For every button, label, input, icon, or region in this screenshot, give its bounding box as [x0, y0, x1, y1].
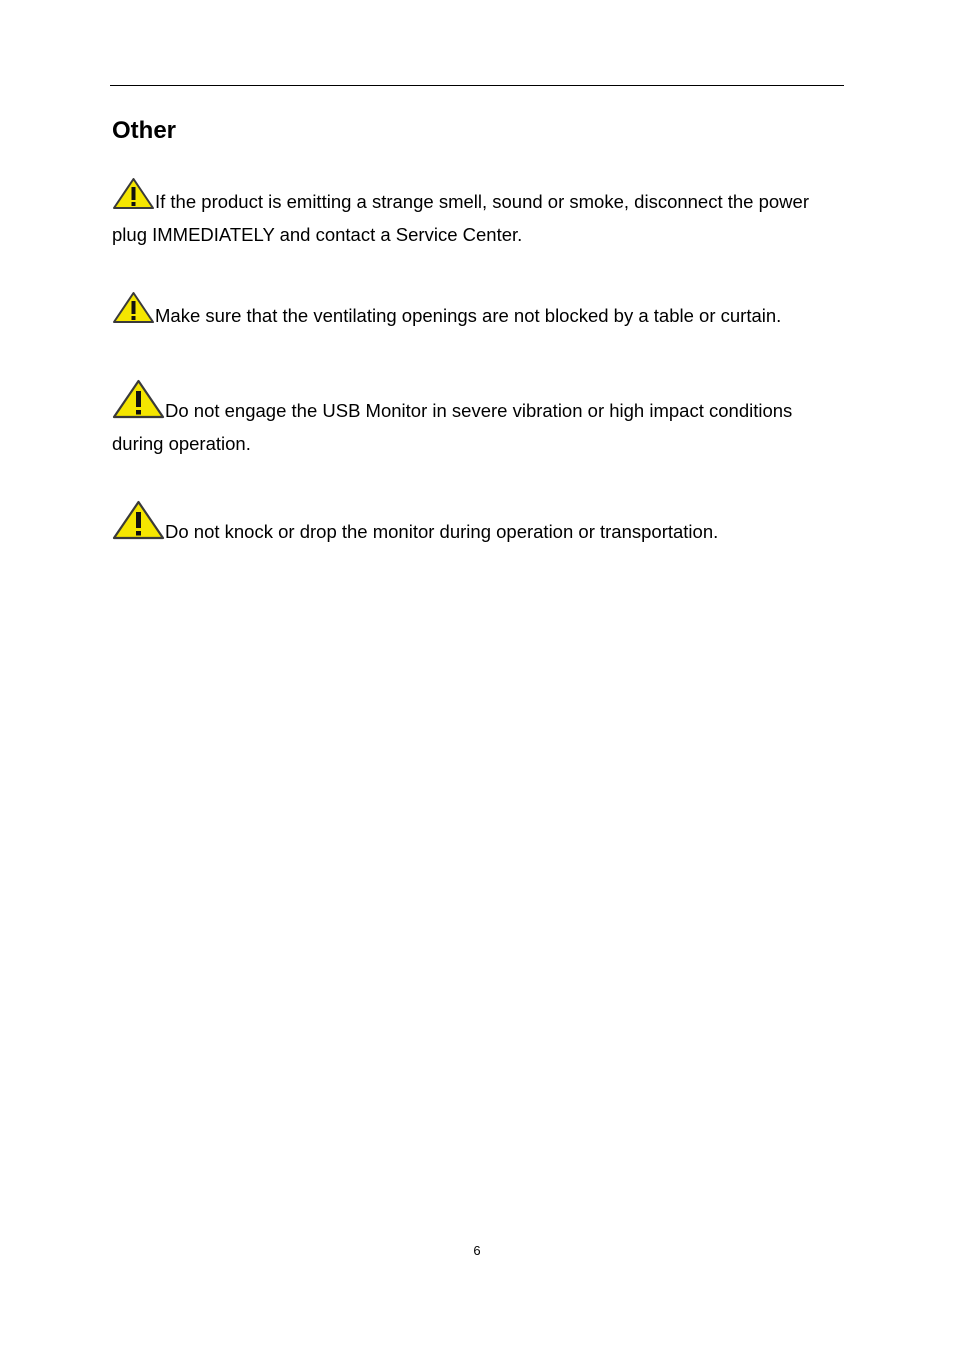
warning-item [112, 498, 847, 548]
warning-item [112, 377, 847, 460]
section-title: Other [112, 117, 177, 144]
warning-triangle-icon [112, 291, 155, 324]
warning-text: Do not knock or drop the monitor during operation or transportation. [165, 521, 719, 542]
warning-item [112, 289, 847, 332]
warning-triangle-icon [112, 379, 165, 419]
warning-item [112, 175, 847, 251]
warning-triangle-icon [112, 177, 155, 210]
warning-text: If the product is emitting a strange smell, sound or smoke, disconnect the power plug IMMEDIATELY and contact a Service Center. [112, 191, 809, 245]
header-rule [110, 85, 844, 86]
warning-text: Make sure that the ventilating openings are not blocked by a table or curtain. [155, 305, 782, 326]
warning-text: Do not engage the USB Monitor in severe vibration or high impact conditions during operation. [112, 400, 793, 454]
warning-triangle-icon [112, 500, 165, 540]
page-number: 6 [473, 1243, 481, 1258]
